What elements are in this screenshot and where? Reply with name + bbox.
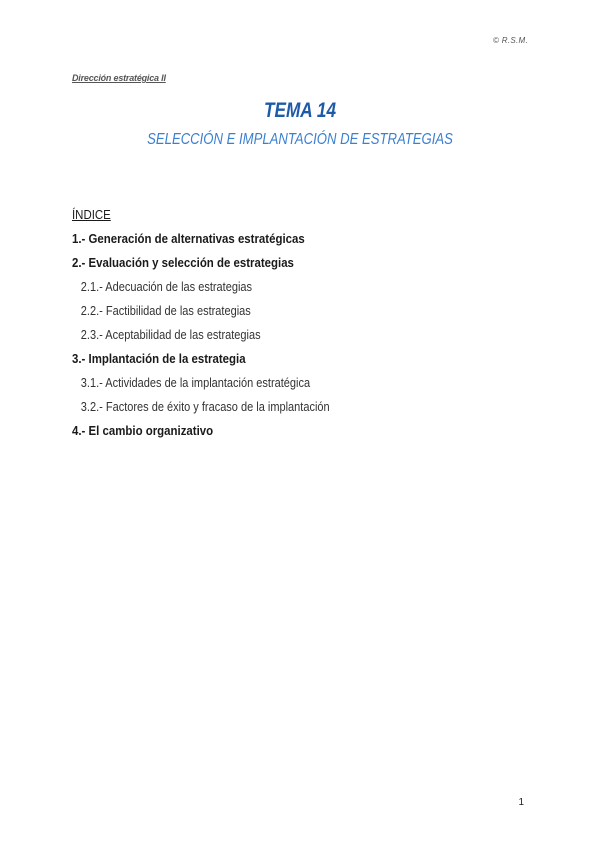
toc-heading: ÍNDICE [72,207,111,222]
page-number: 1 [518,797,524,808]
toc-subitem: 3.2.- Factores de éxito y fracaso de la implantación [80,400,330,414]
toc-subitem: 2.3.- Aceptabilidad de las estrategias [80,328,261,342]
toc-list [72,228,532,444]
toc-item: 4.- El cambio organizativo [72,423,214,438]
toc-subitem: 2.2.- Factibilidad de las estrategias [80,304,251,318]
toc-item: 3.- Implantación de la estrategia [72,351,246,366]
toc-subitem: 3.1.- Actividades de la implantación estratégica [80,376,311,390]
document-subtitle: SELECCIÓN E IMPLANTACIÓN DE ESTRATEGIAS [147,131,453,148]
toc-subitem: 2.1.- Adecuación de las estrategias [80,280,253,294]
copyright-notice: © R.S.M. [493,36,528,45]
course-name: Dirección estratégica II [72,73,166,83]
toc-item: 2.- Evaluación y selección de estrategias [72,255,294,270]
table-of-contents [72,206,532,444]
document-title: TEMA 14 [263,99,337,122]
toc-item: 1.- Generación de alternativas estratégicas [72,231,305,246]
